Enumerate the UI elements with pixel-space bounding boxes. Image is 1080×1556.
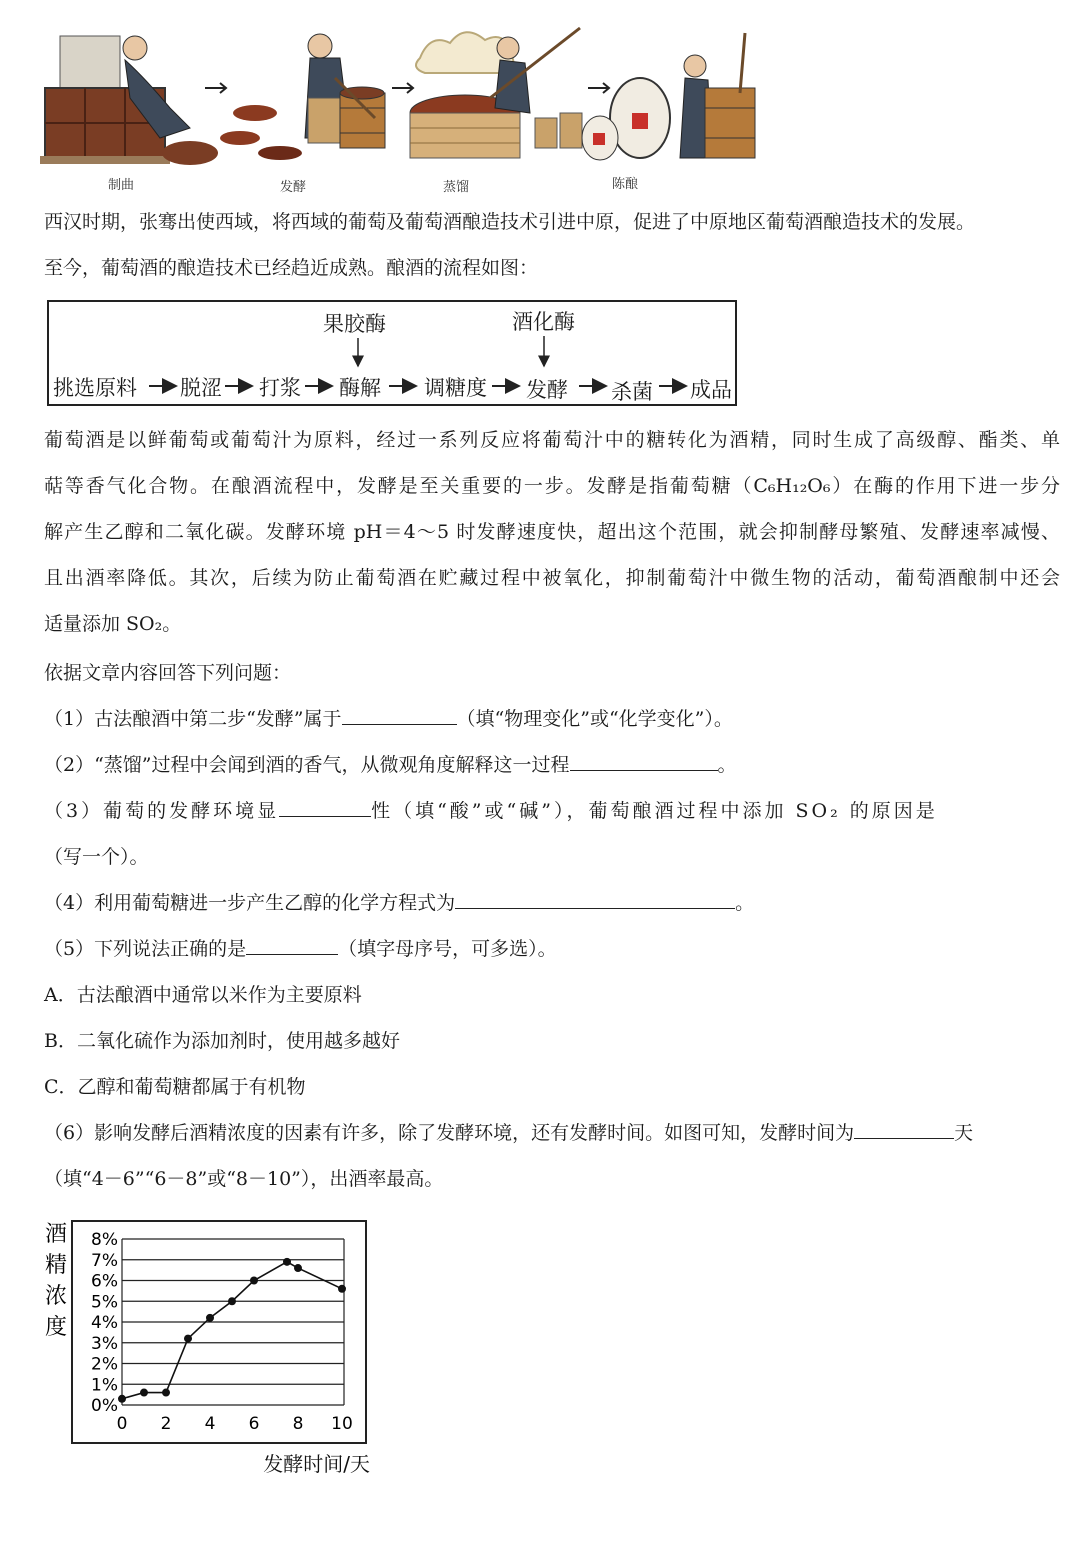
q4-answer-blank[interactable]	[455, 884, 735, 909]
body-paragraph	[44, 417, 1060, 647]
q3-answer-blank[interactable]	[279, 792, 371, 817]
data-point	[118, 1395, 126, 1403]
body-line: 萜等香气化合物。在酿酒流程中，发酵是至关重要的一步。发酵是指葡萄糖（C₆H₁₂O₆）在酶的作用下进一步分	[44, 475, 1060, 497]
data-point	[140, 1389, 148, 1397]
question-3	[44, 788, 1060, 834]
body-line: 解产生乙醇和二氧化碳。发酵环境 pH＝4～5 时发酵速度快，超出这个范围，就会抑制酵母繁殖、发酵速率减慢、	[44, 521, 1060, 543]
scene-fajiao	[220, 34, 385, 160]
flow-step: 挑选原料	[53, 376, 137, 400]
intro-paragraph	[44, 199, 1060, 291]
y-tick-label: 2%	[91, 1354, 118, 1375]
y-tick-label: 6%	[91, 1271, 118, 1292]
flow-step: 酶解	[339, 376, 381, 400]
series-line	[122, 1262, 342, 1399]
question-5	[44, 926, 1060, 972]
data-point	[162, 1389, 170, 1397]
y-tick-label: 3%	[91, 1333, 118, 1354]
questions-lead: 依据文章内容回答下列问题：	[44, 662, 292, 684]
body-line: 适量添加 SO₂。	[44, 613, 182, 635]
caption-chenniang: 陈酿	[612, 177, 639, 192]
data-point	[206, 1314, 214, 1322]
option-b: B．二氧化硫作为添加剂时，使用越多越好	[44, 1030, 400, 1052]
x-tick-label: 2	[160, 1414, 172, 1434]
y-tick-label: 4%	[91, 1313, 118, 1333]
q6-hint: （填“4－6”“6－8”或“8－10”），出酒率最高。	[44, 1168, 444, 1190]
flow-step: 成品	[690, 378, 732, 402]
question-4	[44, 880, 1060, 926]
data-point	[294, 1264, 302, 1272]
x-tick-label: 6	[248, 1414, 260, 1434]
q1-hint: （填“物理变化”或“化学变化”）。	[456, 708, 733, 730]
questions-section	[44, 650, 1060, 1202]
scene-zhiqu	[40, 36, 218, 165]
flow-step: 杀菌	[611, 380, 653, 404]
q3-end: （写一个）。	[44, 846, 149, 868]
flow-step: 发酵	[526, 378, 568, 402]
q2-answer-blank[interactable]	[570, 746, 718, 771]
y-axis-label-char: 精	[45, 1253, 68, 1278]
q5-hint: （填字母序号，可多选）。	[338, 938, 557, 960]
intro-line: 西汉时期，张骞出使西域，将西域的葡萄及葡萄酒酿造技术引进中原，促进了中原地区葡萄酒酿造技术的发展。	[44, 211, 976, 233]
body-line: 且出酒率降低。其次，后续为防止葡萄酒在贮藏过程中被氧化，抑制葡萄汁中微生物的活动，葡萄酒酿制中还会	[44, 567, 1060, 589]
q3-text: （3）葡萄的发酵环境显	[44, 800, 280, 822]
q3-text-2: 性（填“酸”或“碱”），葡萄酿酒过程中添加 SO₂ 的原因是	[371, 800, 938, 822]
q6-unit: 天	[954, 1122, 974, 1144]
q1-answer-blank[interactable]	[342, 700, 457, 725]
intro-line: 至今，葡萄酒的酿造技术已经趋近成熟。酿酒的流程如图：	[44, 257, 539, 279]
y-tick-label: 5%	[91, 1292, 118, 1313]
y-tick-label: 0%	[91, 1396, 118, 1416]
caption-zhiqu: 制曲	[108, 178, 135, 193]
enzyme-pectinase: 果胶酶	[323, 312, 386, 336]
option-c: C．乙醇和葡萄糖都属于有机物	[44, 1076, 306, 1098]
q2-end: 。	[717, 754, 737, 776]
process-flow-diagram	[47, 300, 737, 406]
process-illustration	[40, 18, 760, 196]
scene-chenniang	[582, 33, 755, 160]
q5-answer-blank[interactable]	[246, 930, 338, 955]
q1-text: （1）古法酿酒中第二步“发酵”属于	[44, 708, 342, 730]
flow-step: 打浆	[259, 376, 301, 400]
caption-fajiao: 发酵	[280, 180, 307, 195]
q4-end: 。	[735, 892, 755, 914]
x-tick-label: 10	[331, 1414, 353, 1434]
caption-zhengliu: 蒸馏	[443, 180, 470, 195]
body-line: 葡萄酒是以鲜葡萄或葡萄汁为原料，经过一系列反应将葡萄汁中的糖转化为酒精，同时生成了高级醇、酯类、单	[44, 429, 1060, 451]
data-point	[184, 1335, 192, 1343]
data-point	[283, 1258, 291, 1266]
y-tick-label: 8%	[91, 1230, 118, 1250]
data-point	[338, 1285, 346, 1293]
y-axis-label-char: 酒	[45, 1222, 68, 1247]
flow-step: 调糖度	[424, 376, 487, 400]
option-a: A．古法酿酒中通常以米作为主要原料	[44, 984, 362, 1006]
q5-text: （5）下列说法正确的是	[44, 938, 247, 960]
scene-zhengliu	[410, 28, 582, 158]
question-1	[44, 696, 1060, 742]
y-tick-label: 7%	[91, 1250, 118, 1271]
question-2	[44, 742, 1060, 788]
y-axis-label-char: 度	[45, 1315, 68, 1340]
data-point	[250, 1277, 258, 1285]
data-point	[228, 1297, 236, 1305]
flow-step: 脱涩	[180, 376, 222, 400]
y-axis-label-char: 浓	[45, 1284, 68, 1309]
q6-answer-blank[interactable]	[854, 1114, 954, 1139]
y-tick-label: 1%	[91, 1375, 118, 1396]
illustration-svg	[40, 18, 760, 196]
q6-text: （6）影响发酵后酒精浓度的因素有许多，除了发酵环境，还有发酵时间。如图可知，发酵时间为	[44, 1122, 855, 1144]
question-6	[44, 1110, 1060, 1156]
q4-text: （4）利用葡萄糖进一步产生乙醇的化学方程式为	[44, 892, 456, 914]
x-tick-label: 4	[204, 1414, 216, 1434]
x-axis-label: 发酵时间/天	[263, 1452, 370, 1476]
x-tick-label: 8	[292, 1414, 304, 1434]
alcohol-concentration-chart	[40, 1215, 380, 1485]
x-tick-label: 0	[116, 1414, 128, 1434]
enzyme-zymase: 酒化酶	[512, 310, 575, 334]
q2-text: （2）“蒸馏”过程中会闻到酒的香气，从微观角度解释这一过程	[44, 754, 570, 776]
